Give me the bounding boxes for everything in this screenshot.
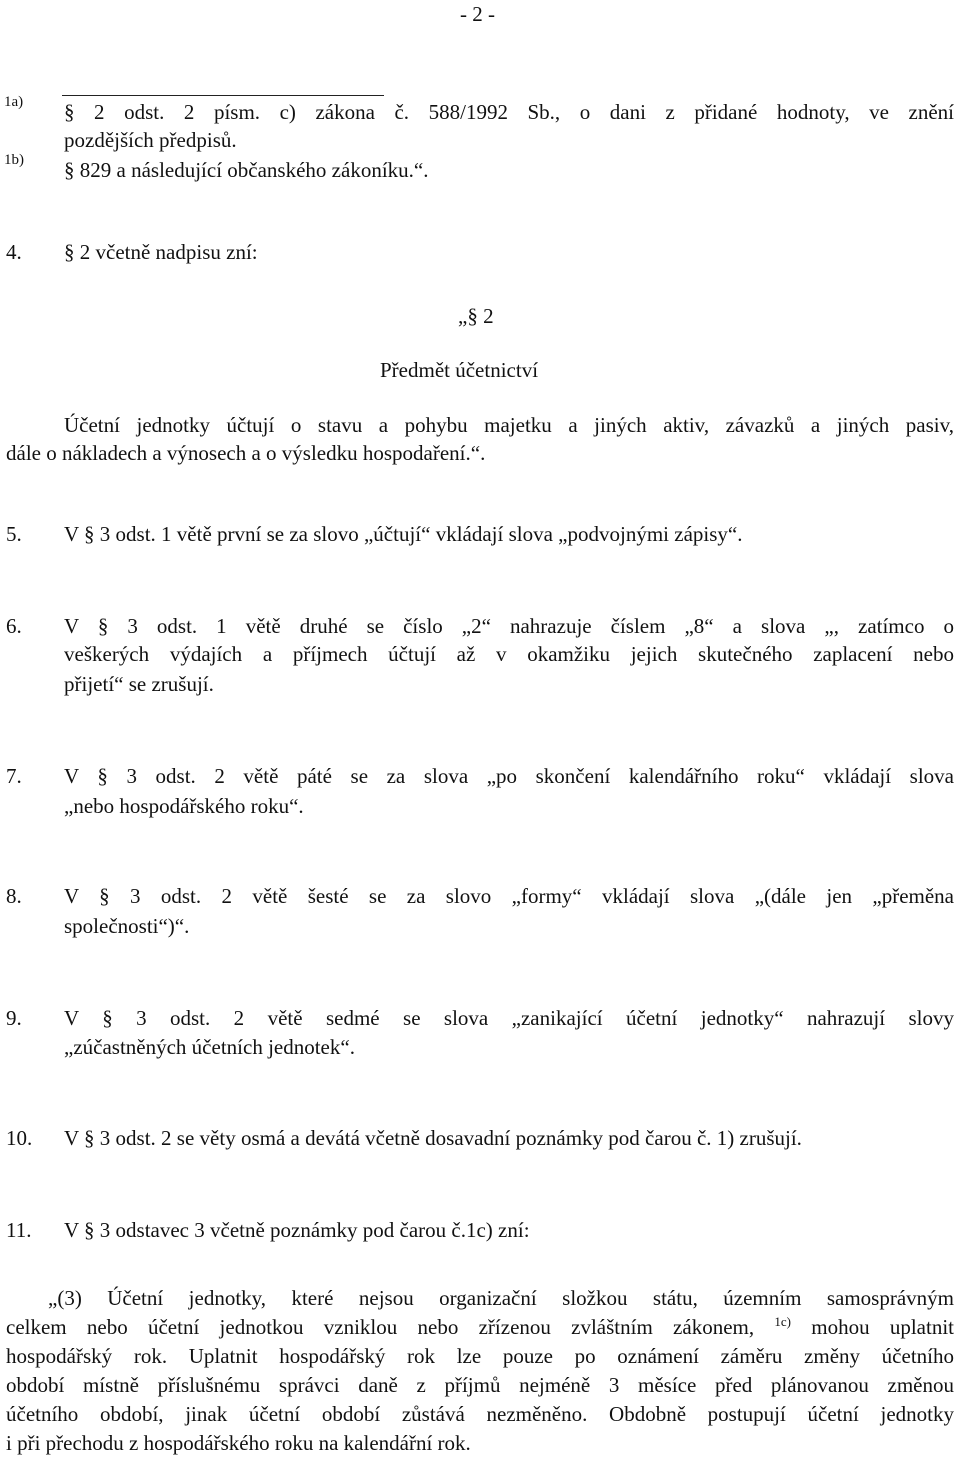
item-text: přijetí“ se zrušují. — [64, 672, 214, 696]
quote-line: období místně příslušnému správci daně z příjmů nejméně 3 měsíce před plánovanou změnou — [6, 1373, 954, 1397]
footnote-1b-line1: § 829 a následující občanského zákoníku.“. — [64, 158, 429, 182]
section-text-line2: dále o nákladech a výnosech a o výsledku hospodaření.“. — [6, 441, 486, 465]
item-text: „zúčastněných účetních jednotek“. — [64, 1035, 355, 1059]
item-text: § 2 včetně nadpisu zní: — [64, 240, 258, 264]
item-number: 8. — [6, 884, 22, 908]
footnote-ref-1c: 1c) — [774, 1314, 791, 1329]
footnote-mark-1a: 1a) — [4, 94, 24, 110]
item-text: V § 3 odst. 2 se věty osmá a devátá včetně dosavadní poznámky pod čarou č. 1) zrušují. — [64, 1126, 802, 1150]
item-number: 4. — [6, 240, 22, 264]
section-heading: „§ 2 — [458, 304, 494, 328]
item-number: 11. — [6, 1218, 32, 1242]
footnote-1a-line2: pozdějších předpisů. — [64, 128, 237, 152]
quote-line: „(3) Účetní jednotky, které nejsou organizační složkou státu, územním samosprávným — [48, 1286, 954, 1310]
quote-line: účetního období, jinak účetní období zůstává nezměněno. Obdobně postupují účetní jednotky — [6, 1402, 954, 1426]
quote-line — [6, 1313, 954, 1341]
quote-line: hospodářský rok. Uplatnit hospodářský rok lze pouze po oznámení záměru změny účetního — [6, 1344, 954, 1368]
quote-line2-end: mohou uplatnit — [811, 1315, 955, 1339]
item-text: „nebo hospodářského roku“. — [64, 794, 304, 818]
footnote-separator — [62, 95, 384, 96]
section-title: Předmět účetnictví — [380, 358, 539, 382]
item-text: V § 3 odstavec 3 včetně poznámky pod čarou č.1c) zní: — [64, 1218, 530, 1242]
item-text: V § 3 odst. 1 větě první se za slovo „účtují“ vkládají slova „podvojnými zápisy“. — [64, 522, 743, 546]
item-text: V § 3 odst. 2 větě šesté se za slovo „formy“ vkládají slova „(dále jen „přeměna — [64, 884, 954, 908]
item-text: veškerých výdajích a příjmech účtují až v okamžiku jejich skutečného zaplacení nebo — [64, 642, 954, 666]
item-text: společnosti“)“. — [64, 914, 190, 938]
footnote-mark-1b: 1b) — [4, 152, 24, 168]
quote-line2-start: celkem nebo účetní jednotkou vzniklou nebo zřízenou zvláštním zákonem, — [6, 1315, 755, 1339]
section-text-line1: Účetní jednotky účtují o stavu a pohybu majetku a jiných aktiv, závazků a jiných pasiv, — [64, 413, 954, 437]
item-number: 6. — [6, 614, 22, 638]
quote-line: i při přechodu z hospodářského roku na kalendářní rok. — [6, 1431, 471, 1455]
footnote-1a-line1: § 2 odst. 2 písm. c) zákona č. 588/1992 Sb., o dani z přidané hodnoty, ve znění — [64, 100, 954, 124]
item-number: 10. — [6, 1126, 33, 1150]
item-text: V § 3 odst. 1 větě druhé se číslo „2“ nahrazuje číslem „8“ a slova „, zatímco o — [64, 614, 954, 638]
item-number: 7. — [6, 764, 22, 788]
item-text: V § 3 odst. 2 větě páté se za slova „po skončení kalendářního roku“ vkládají slova — [64, 764, 954, 788]
page-number: - 2 - — [460, 2, 495, 26]
item-number: 5. — [6, 522, 22, 546]
item-number: 9. — [6, 1006, 22, 1030]
item-text: V § 3 odst. 2 větě sedmé se slova „zanikající účetní jednotky“ nahrazují slovy — [64, 1006, 954, 1030]
